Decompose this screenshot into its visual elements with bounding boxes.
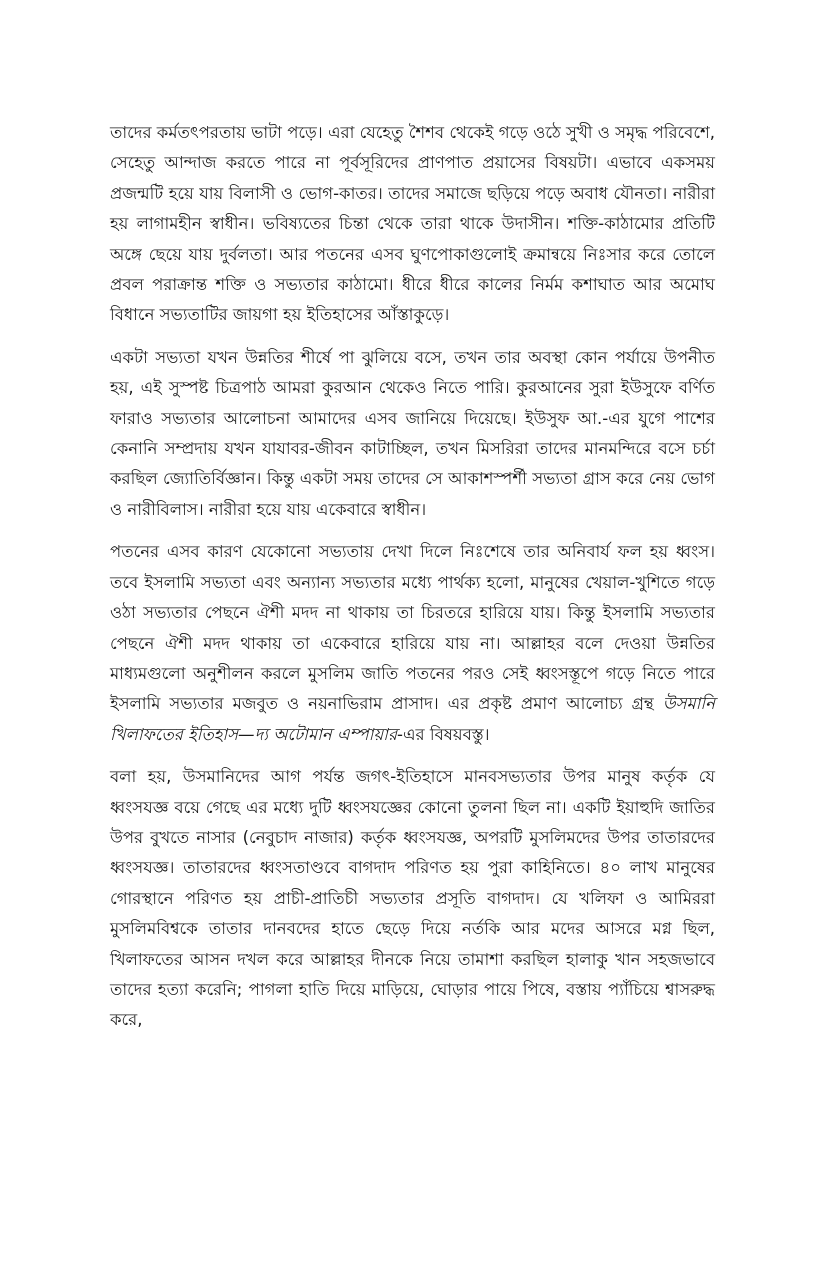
page-body	[110, 118, 715, 1036]
paragraph-3-text-before: পতনের এসব কারণ যেকোনো সভ্যতায় দেখা দিলে নিঃশেষে তার অনিবার্য ফল হয় ধ্বংস। তবে ইসলামি সভ্যতা এবং অন্যান্য সভ্যতার মধ্যে পার্থক্য হলো, মানুষের খেয়াল-খুশিতে গড়ে ওঠা সভ্যতার পেছনে ঐশী মদদ না থাকায় তা চিরতরে হারিয়ে যায়। কিন্তু ইসলামি সভ্যতার পেছনে ঐশী মদদ থাকায় তা একেবারে হারিয়ে যায় না। আল্লাহর বলে দেওয়া উন্নতির মাধ্যমগুলো অনুশীলন করলে মুসলিম জাতি পতনের পরও সেই ধ্বংসস্তূপে গড়ে নিতে পারে ইসলামি সভ্যতার মজবুত ও নয়নাভিরাম প্রাসাদ। এর প্রকৃষ্ট প্রমাণ আলোচ্য গ্রন্থ	[110, 542, 715, 714]
book-title: উসমানি খিলাফতের ইতিহাস—দ্য অটোমান এম্পায়ার	[110, 694, 715, 744]
paragraph-3	[110, 537, 715, 750]
paragraph-1: তাদের কর্মতৎপরতায় ভাটা পড়ে। এরা যেহেতু শৈশব থেকেই গড়ে ওঠে সুখী ও সমৃদ্ধ পরিবেশে, সেহেতু আন্দাজ করতে পারে না পূর্বসূরিদের প্রাণপাত প্রয়াসের বিষয়টা। এভাবে একসময় প্রজন্মটি হয়ে যায় বিলাসী ও ভোগ-কাতর। তাদের সমাজে ছড়িয়ে পড়ে অবাধ যৌনতা। নারীরা হয় লাগামহীন স্বাধীন। ভবিষ্যতের চিন্তা থেকে তারা থাকে উদাসীন। শক্তি-কাঠামোর প্রতিটি অঙ্গে ছেয়ে যায় দুর্বলতা। আর পতনের এসব ঘুণপোকাগুলোই ক্রমান্বয়ে নিঃসার করে তোলে প্রবল পরাক্রান্ত শক্তি ও সভ্যতার কাঠামো। ধীরে ধীরে কালের নির্মম কশাঘাত আর অমোঘ বিধানে সভ্যতাটির জায়গা হয় ইতিহাসের আঁস্তাকুড়ে।	[110, 123, 715, 325]
paragraph-3-text-after: -এর বিষয়বস্তু।	[397, 724, 490, 744]
paragraph-4: বলা হয়, উসমানিদের আগ পর্যন্ত জগৎ-ইতিহাসে মানবসভ্যতার উপর মানুষ কর্তৃক যে ধ্বংসযজ্ঞ বয়ে গেছে এর মধ্যে দুটি ধ্বংসযজ্ঞের কোনো তুলনা ছিল না। একটি ইয়াহুদি জাতির উপর বুখতে নাসার (নেবুচাদ নাজার) কর্তৃক ধ্বংসযজ্ঞ, অপরটি মুসলিমদের উপর তাতারদের ধ্বংসযজ্ঞ। তাতারদের ধ্বংসতাণ্ডবে বাগদাদ পরিণত হয় পুরা কাহিনিতে। ৪০ লাখ মানুষের গোরস্থানে পরিণত হয় প্রাচী-প্রাতিচী সভ্যতার প্রসূতি বাগদাদ। যে খলিফা ও আমিররা মুসলিমবিশ্বকে তাতার দানবদের হাতে ছেড়ে দিয়ে নর্তকি আর মদের আসরে মগ্ন ছিল, খিলাফতের আসন দখল করে আল্লাহর দীনকে নিয়ে তামাশা করছিল হালাকু খান সহজভাবে তাদের হত্যা করেনি; পাগলা হাতি দিয়ে মাড়িয়ে, ঘোড়ার পায়ে পিষে, বস্তায় প্যাঁচিয়ে শ্বাসরুদ্ধ করে,	[110, 767, 715, 1030]
paragraph-2: একটা সভ্যতা যখন উন্নতির শীর্ষে পা ঝুলিয়ে বসে, তখন তার অবস্থা কোন পর্যায়ে উপনীত হয়, এই সুস্পষ্ট চিত্রপাঠ আমরা কুরআন থেকেও নিতে পারি। কুরআনের সুরা ইউসুফে বর্ণিত ফারাও সভ্যতার আলোচনা আমাদের এসব জানিয়ে দিয়েছে। ইউসুফ আ.-এর যুগে পাশের কেনানি সম্প্রদায় যখন যাযাবর-জীবন কাটাচ্ছিল, তখন মিসরিরা তাদের মানমন্দিরে বসে চর্চা করছিল জ্যোতির্বিজ্ঞান। কিন্তু একটা সময় তাদের সে আকাশস্পর্শী সভ্যতা গ্রাস করে নেয় ভোগ ও নারীবিলাস। নারীরা হয়ে যায় একেবারে স্বাধীন।	[110, 347, 715, 519]
